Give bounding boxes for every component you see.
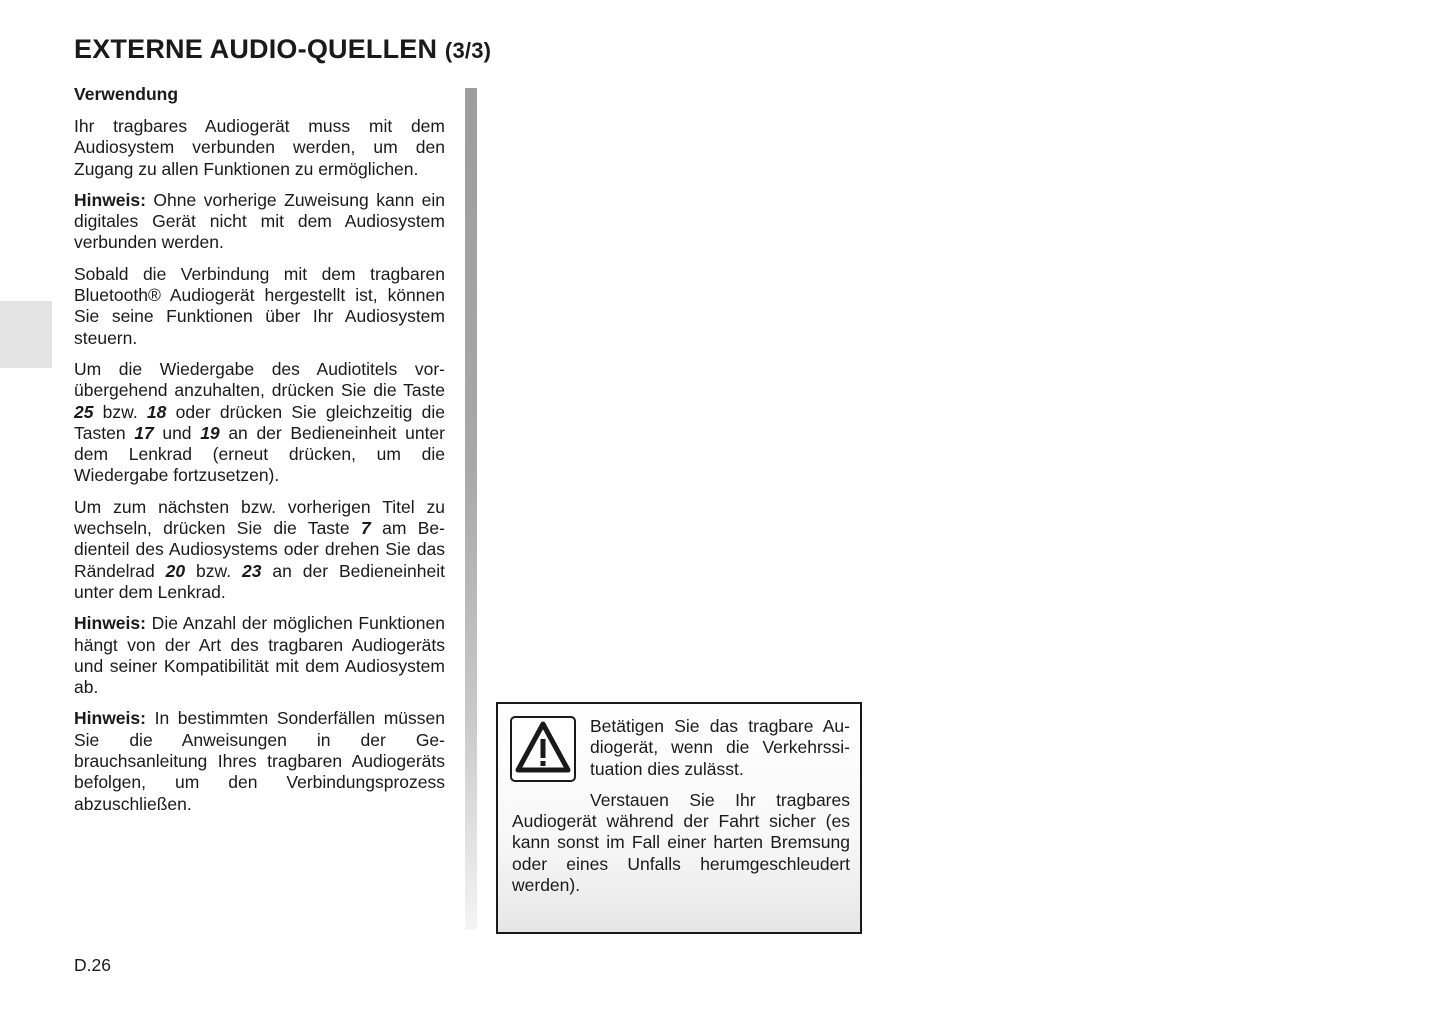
button-ref-17: 17	[134, 422, 154, 443]
button-ref-7: 7	[361, 518, 371, 539]
text-segment: Um die Wiedergabe des Audiotitels vorübergehend anzuhalten, drücken Sie die Taste	[74, 358, 445, 401]
button-ref-25: 25	[74, 401, 94, 422]
paragraph-note-assignment	[74, 190, 445, 254]
note-text: Die Anzahl der möglichen Funktionen hängt von der Art des tragbaren Audiogeräts und seiner Kompatibilität mit dem Audiosystem ab.	[74, 613, 445, 698]
paragraph-connection: Ihr tragbares Audiogerät muss mit dem Audiosystem verbunden werden, um den Zugang zu allen Funktionen zu ermöglichen.	[74, 116, 445, 179]
button-ref-18: 18	[146, 401, 167, 422]
text-segment: Um zum nächsten bzw. vorherigen Titel zu wechseln, drücken Sie die Taste	[74, 496, 445, 539]
paragraph-track-change	[74, 497, 445, 603]
section-heading: Verwendung	[74, 84, 179, 104]
note-label: Hinweis:	[74, 613, 146, 634]
page-part-indicator: (3/3)	[444, 38, 492, 63]
warning-paragraph-operate: Betätigen Sie das tragbare Audiogerät, wenn die Verkehrssituation dies zulässt.	[590, 716, 850, 779]
button-ref-20: 20	[165, 560, 186, 581]
page-number: D.26	[74, 955, 111, 975]
left-column	[74, 84, 445, 825]
text-segment: oder drücken Sie gleichzeitig die Tasten	[74, 401, 445, 443]
text-segment: bzw.	[93, 401, 147, 422]
page-title-text: EXTERNE AUDIO-QUELLEN	[74, 34, 438, 64]
warning-paragraph-stow: Verstauen Sie Ihr tragbares Audiogerät während der Fahrt sicher (es kann sonst im Fall einer harten Bremsung oder eines Unfalls herumgeschleudert werden).	[512, 789, 850, 896]
paragraph-note-special-cases	[74, 708, 445, 814]
text-segment: am Bedienteil des Audiosystems oder drehen Sie das Rändelrad	[74, 518, 445, 581]
note-text: Ohne vorherige Zuweisung kann ein digitales Gerät nicht mit dem Audiosystem verbunden werden.	[74, 189, 445, 253]
note-text: In bestimmten Sonderfällen müssen Sie die Anweisungen in der Gebrauchsanleitung Ihres tragbaren Audiogeräts befolgen, um den Verbindungsprozess abzuschließen.	[74, 708, 445, 814]
paragraph-note-functions	[74, 613, 445, 698]
button-ref-23: 23	[241, 560, 262, 581]
page-title	[74, 34, 491, 65]
text-segment: an der Bedieneinheit unter dem Lenkrad.	[74, 560, 445, 602]
note-label: Hinweis:	[74, 189, 146, 210]
icon-spacer	[512, 716, 590, 780]
chapter-tab	[0, 301, 52, 368]
text-segment: bzw.	[185, 560, 242, 581]
column-divider-bar	[465, 88, 477, 930]
paragraph-bluetooth-control: Sobald die Verbindung mit dem tragbaren Bluetooth® Audiogerät hergestellt ist, können Sie seine Funktionen über Ihr Audiosystem steuern.	[74, 263, 445, 348]
paragraph-pause-playback	[74, 359, 445, 487]
note-label: Hinweis:	[74, 708, 146, 729]
warning-text	[512, 716, 850, 906]
button-ref-19: 19	[200, 422, 220, 443]
text-segment: an der Bedieneinheit unter dem Lenkrad (erneut drücken, um die Wiedergabe fortzusetzen).	[74, 422, 445, 486]
text-segment: und	[153, 422, 201, 443]
warning-box	[496, 702, 862, 934]
